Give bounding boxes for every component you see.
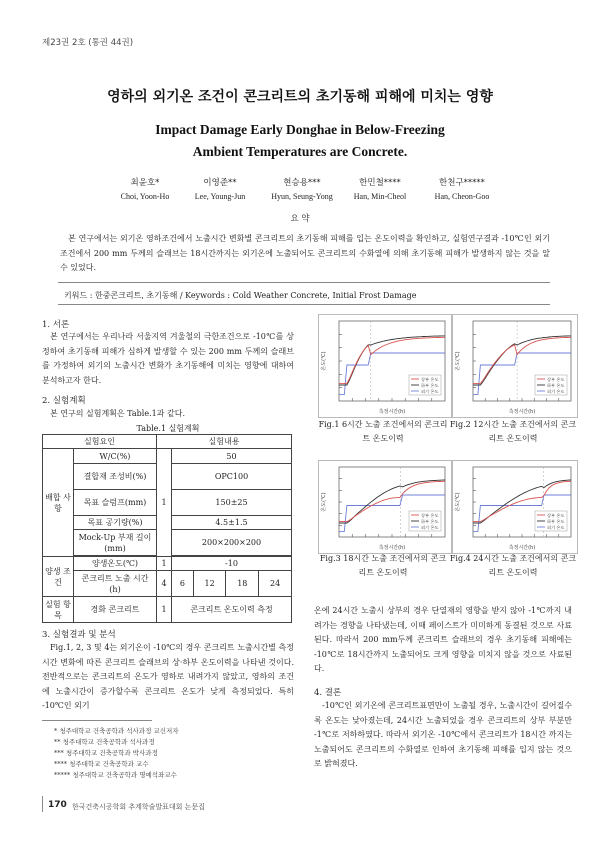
table-cell: OPC100 — [172, 464, 292, 490]
author-korean-name: 현승용*** — [283, 178, 321, 188]
author-english-name: Lee, Young-Jun — [194, 192, 246, 201]
figure-3-chart — [318, 460, 452, 554]
table-cell: 24 — [259, 571, 292, 597]
table-cell: Mock-Up 부재 길이(mm) — [74, 530, 157, 556]
table-cell: 18 — [226, 571, 259, 597]
table-cell: 1 — [157, 557, 172, 571]
table-group-test: 실험 항목 — [43, 597, 74, 623]
x-axis-label: 측정시간(h) — [378, 409, 406, 415]
table-cell: -10 — [172, 557, 292, 571]
table-cell: 4.5±1.5 — [172, 516, 292, 530]
author-2 — [180, 176, 260, 201]
figure-1-chart — [318, 314, 452, 418]
y-axis-label: 온도(℃) — [455, 492, 461, 512]
abstract-text: 본 연구에서는 외기온 영하조건에서 노출시간 변화별 콘크리트의 초기동해 피해를 입는 온도이력을 확인하고, 실험연구결과 -10℃인 외기조건에서 200 mm 두께의 슬래브는 18시간까지는 외기온에 노출되어도 콘크리트의 수화열에 의해 초기동해 피해가 발생하지 않는 것을 알 수 있었다. — [60, 234, 550, 272]
author-korean-name: 한천구***** — [439, 178, 485, 188]
legend-label: 외기 온도 — [421, 525, 439, 530]
figure-2-caption: Fig.2 12시간 노출 조건에서의 콘크리트 온도이력 — [449, 420, 577, 443]
table-cell: 콘크리트 노출 시간(h) — [74, 571, 157, 597]
footer-divider — [42, 796, 43, 812]
table-cell: 50 — [172, 449, 292, 464]
table-cell: 1 — [157, 597, 172, 623]
author-4 — [340, 176, 420, 201]
author-korean-name: 한민철**** — [359, 178, 401, 188]
legend-label: 상부 온도 — [547, 513, 565, 518]
table-cell: 경화 콘크리트 — [74, 597, 157, 623]
footnote: * 청주대학교 건축공학과 석사과정 교신저자 — [54, 727, 179, 735]
plan-heading: 2. 실험계획 — [42, 396, 86, 406]
experiment-plan-table — [42, 434, 292, 623]
page-number: 170 — [48, 800, 67, 810]
x-axis-label: 측정시간(h) — [508, 545, 536, 551]
legend-label: 하부 온도 — [421, 383, 439, 388]
table-cell: 200×200×200 — [172, 530, 292, 556]
figure-1-caption: Fig.1 6시간 노출 조건에서의 콘크리트 온도이력 — [318, 420, 448, 443]
author-english-name: Hyun, Seung-Yong — [271, 192, 333, 201]
author-3 — [262, 176, 342, 201]
table-caption: Table.1 실험계획 — [136, 424, 200, 433]
y-axis-label: 온도(℃) — [455, 351, 461, 371]
results-heading: 3. 실험결과 및 분석 — [42, 630, 116, 640]
table-cell: 목표 공기량(%) — [74, 516, 157, 530]
table-cell: 150±25 — [172, 490, 292, 516]
results-text: Fig.1, 2, 3 및 4는 외기온이 -10℃의 경우 콘크리트 노출시간별 측정시간 변화에 따른 콘크리트 슬래브의 상·하부 온도이력을 나타낸 것이다. 전반적으로는 콘크리트의 온도가 영하로 내려가지 않았고, 영하의 조건에 노출시간이 증가할수록 콘크리트 온도가 낮게 측정되었다. 특히 -10℃인 외기 — [42, 643, 294, 710]
abstract-heading: 요 약 — [290, 214, 310, 224]
keyword-rule-bottom — [58, 304, 550, 305]
legend-label: 외기 온도 — [421, 389, 439, 394]
footnote: *** 청주대학교 건축공학과 박사과정 — [54, 749, 158, 757]
table-cell: W/C(%) — [74, 449, 157, 464]
table-header-factor: 실험요인 — [43, 435, 157, 449]
figure-3-caption: Fig.3 18시간 노출 조건에서의 콘크리트 온도이력 — [319, 554, 447, 577]
table-cell: 1 — [157, 449, 172, 557]
issue-label: 제23권 2호 (통권 44권) — [42, 38, 134, 48]
plan-text: 본 연구의 실험계획은 Table.1과 같다. — [50, 409, 185, 418]
legend-label: 외기 온도 — [547, 525, 565, 530]
footnotes — [54, 726, 179, 781]
legend-label: 상부 온도 — [421, 377, 439, 382]
figure-2-chart — [452, 314, 578, 418]
figure-4-caption: Fig.4 24시간 노출 조건에서의 콘크리트 온도이력 — [449, 554, 577, 577]
footer-organization: 한국건축시공학회 추계학술발표대회 논문집 — [72, 803, 205, 811]
table-cell: 12 — [193, 571, 226, 597]
intro-heading: 1. 서론 — [42, 320, 70, 330]
table-cell: 결합재 조성비(%) — [74, 464, 157, 490]
legend-label: 하부 온도 — [421, 519, 439, 524]
table-cell: 4 — [157, 571, 172, 597]
author-5 — [422, 176, 502, 201]
english-title-line1: Impact Damage Early Donghae in Below-Freezing — [155, 122, 445, 137]
legend-label: 하부 온도 — [547, 383, 565, 388]
keywords: 키워드 : 한중콘크리트, 초기동해 / Keywords : Cold Weather Concrete, Initial Frost Damage — [64, 291, 417, 300]
results-continued: 온에 24시간 노출시 상부의 경우 단열재의 영향을 받지 않아 -1℃까지 내려가는 경향을 나타냈는데, 이때 페이스트가 미미하게 동결된 것으로 사료된다. 따라서 200 mm두께 콘크리트 슬래브의 경우 초기동해 피해에는 -10℃로 18시간까지 노출되어도 크게 영향을 미치지 않을 것으로 사료된다. — [314, 606, 572, 673]
table-header-content: 실험내용 — [157, 435, 292, 449]
table-group-cure: 양생 조건 — [43, 557, 74, 597]
footnote: ***** 청주대학교 건축공학과 명예석좌교수 — [54, 771, 177, 779]
footnote: **** 청주대학교 건축공학과 교수 — [54, 760, 149, 768]
legend-label: 외기 온도 — [547, 389, 565, 394]
author-korean-name: 최윤호* — [130, 178, 160, 188]
author-korean-name: 이영준** — [203, 178, 237, 188]
table-cell: 6 — [172, 571, 194, 597]
table-cell: 양생온도(℃) — [74, 557, 157, 571]
conclusion-heading: 4. 결론 — [314, 688, 342, 698]
y-axis-label: 온도(℃) — [321, 351, 327, 371]
korean-title: 영하의 외기온 조건이 콘크리트의 초기동해 피해에 미치는 영향 — [107, 89, 493, 105]
intro-text: 본 연구에서는 우리나라 서울지역 겨울철의 극한조건으로 -10℃를 상정하여 초기동해 피해가 심하게 발생할 수 있는 200 mm 두께의 슬래브를 가정하여 외기의 노출시간 변화가 초기동해에 미치는 영향에 대하여 분석하고자 한다. — [42, 332, 294, 385]
table-group-mix: 배합 사항 — [43, 449, 74, 557]
footnote-rule — [42, 720, 152, 721]
figure-4-chart — [452, 460, 578, 554]
y-axis-label: 온도(℃) — [321, 492, 327, 512]
author-english-name: Han, Min-Cheol — [353, 192, 407, 201]
legend-label: 상부 온도 — [421, 513, 439, 518]
x-axis-label: 측정시간(h) — [508, 409, 536, 415]
conclusion-text: -10℃인 외기온에 콘크리트표면만이 노출될 경우, 노출시간이 길어질수록 온도는 낮아졌는데, 24시간 노출되었을 경우 콘크리트의 상부 부분만 -1℃로 저하하였다. 따라서 외기온 -10℃에서 콘크리트가 18시간 까지는 노출되어도 콘크리트의 수화열로 인하여 초기동해 피해를 입지 않는 것으로 밝혀졌다. — [314, 701, 572, 768]
legend-label: 하부 온도 — [547, 519, 565, 524]
legend-label: 상부 온도 — [547, 377, 565, 382]
english-title-line2: Ambient Temperatures are Concrete. — [192, 144, 408, 159]
table-cell: 콘크리트 온도이력 측정 — [172, 597, 292, 623]
footnote: ** 청주대학교 건축공학과 석사과정 — [54, 738, 155, 746]
x-axis-label: 측정시간(h) — [378, 545, 406, 551]
author-english-name: Choi, Yoon-Ho — [120, 192, 170, 201]
keyword-rule-top — [58, 282, 550, 283]
author-1 — [105, 176, 185, 201]
author-english-name: Han, Cheon-Goo — [434, 192, 490, 201]
table-cell: 목표 슬럼프(mm) — [74, 490, 157, 516]
